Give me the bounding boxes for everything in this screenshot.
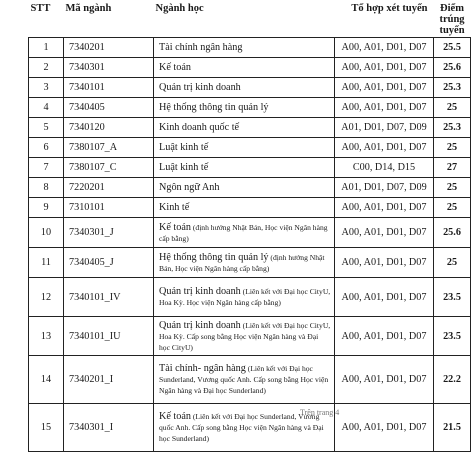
cell-to-hop: C00, D14, D15 <box>335 158 434 178</box>
cell-nganh-hoc <box>154 118 335 138</box>
nganh-name: Ngôn ngữ Anh <box>159 182 220 193</box>
cell-stt: 1 <box>29 38 64 58</box>
cell-to-hop: A00, A01, D01, D07 <box>335 138 434 158</box>
table-row <box>29 158 471 178</box>
cell-nganh-hoc <box>154 198 335 218</box>
nganh-name: Hệ thống thông tin quản lý <box>159 102 269 113</box>
page-footer-text: Trên trang 4 <box>300 408 340 417</box>
table-row <box>29 317 471 356</box>
cell-diem: 21.5 <box>434 404 471 452</box>
cell-nganh-hoc <box>154 317 335 356</box>
nganh-name: Kế toán <box>159 411 191 422</box>
table-row <box>29 356 471 404</box>
cell-to-hop: A00, A01, D01, D07 <box>335 98 434 118</box>
cell-nganh-hoc <box>154 158 335 178</box>
nganh-note: (định hướng Nhật Bản, Học viện Ngân hàng cấp bằng) <box>159 222 328 243</box>
cell-to-hop: A00, A01, D01, D07 <box>335 58 434 78</box>
cell-ma-nganh: 7340405 <box>64 98 154 118</box>
table-row <box>29 38 471 58</box>
cell-ma-nganh: 7310101 <box>64 198 154 218</box>
nganh-name: Quản trị kinh doanh <box>159 82 241 93</box>
cell-stt: 3 <box>29 78 64 98</box>
cell-stt: 12 <box>29 278 64 317</box>
cell-stt: 7 <box>29 158 64 178</box>
cell-nganh-hoc <box>154 248 335 278</box>
cell-nganh-hoc <box>154 98 335 118</box>
header-nganh-hoc: Ngành học <box>154 2 335 38</box>
nganh-name: Luật kinh tế <box>159 162 209 173</box>
cell-to-hop: A00, A01, D01, D07 <box>335 356 434 404</box>
cell-ma-nganh: 7340405_J <box>64 248 154 278</box>
table-row <box>29 138 471 158</box>
table-row <box>29 98 471 118</box>
nganh-note: (Liên kết với Đại học CityU, Hoa Kỳ. Cấp song bằng Học viện Ngân hàng và Đại học CityU) <box>159 320 331 352</box>
cell-ma-nganh: 7340301_I <box>64 404 154 452</box>
admission-scores-table <box>28 2 471 452</box>
nganh-name: Luật kinh tế <box>159 142 209 153</box>
header-to-hop: Tổ hợp xét tuyển <box>335 2 434 38</box>
cell-to-hop: A01, D01, D07, D09 <box>335 178 434 198</box>
table-row <box>29 404 471 452</box>
nganh-name: Hệ thống thông tin quản lý <box>159 251 269 263</box>
cell-stt: 10 <box>29 218 64 248</box>
table-row <box>29 278 471 317</box>
cell-ma-nganh: 7340101_IU <box>64 317 154 356</box>
nganh-name: Kinh tế <box>159 202 190 213</box>
cell-diem: 25 <box>434 198 471 218</box>
cell-to-hop: A01, D01, D07, D09 <box>335 118 434 138</box>
cell-nganh-hoc <box>154 278 335 317</box>
cell-diem: 25 <box>434 98 471 118</box>
cell-ma-nganh: 7340201 <box>64 38 154 58</box>
cell-ma-nganh: 7340120 <box>64 118 154 138</box>
nganh-name: Kế toán <box>159 62 191 73</box>
cell-diem: 22.2 <box>434 356 471 404</box>
nganh-note: (Liên kết với Đại học Sunderland, Vương quốc Anh. Cấp song bằng Học viện Ngân hàng và Đại học Sunderland) <box>159 364 329 395</box>
nganh-name: Tài chính ngân hàng <box>159 42 243 53</box>
cell-diem: 25.6 <box>434 218 471 248</box>
cell-stt: 15 <box>29 404 64 452</box>
nganh-name: Quản trị kinh doanh <box>159 286 241 297</box>
cell-to-hop: A00, A01, D01, D07 <box>335 317 434 356</box>
cell-to-hop: A00, A01, D01, D07 <box>335 404 434 452</box>
cell-diem: 25.3 <box>434 118 471 138</box>
cell-diem: 25 <box>434 248 471 278</box>
cell-stt: 6 <box>29 138 64 158</box>
cell-ma-nganh: 7340301 <box>64 58 154 78</box>
table-row <box>29 218 471 248</box>
nganh-name: Kế toán <box>159 221 191 233</box>
nganh-name: Tài chính- ngân hàng <box>159 363 246 374</box>
cell-to-hop: A00, A01, D01, D07 <box>335 278 434 317</box>
table-row <box>29 248 471 278</box>
table-row <box>29 178 471 198</box>
header-stt: STT <box>29 2 64 38</box>
cell-stt: 2 <box>29 58 64 78</box>
cell-diem: 25 <box>434 138 471 158</box>
cell-diem: 25.3 <box>434 78 471 98</box>
cell-diem: 25.6 <box>434 58 471 78</box>
cell-diem: 25 <box>434 178 471 198</box>
cell-stt: 9 <box>29 198 64 218</box>
header-ma-nganh: Mã ngành <box>64 2 154 38</box>
cell-nganh-hoc <box>154 138 335 158</box>
cell-nganh-hoc <box>154 356 335 404</box>
nganh-note: (Liên kết với Đại học CityU, Hoa Kỳ. Học viện Ngân hàng cấp bằng) <box>159 287 331 307</box>
cell-stt: 4 <box>29 98 64 118</box>
table-row <box>29 58 471 78</box>
cell-diem: 23.5 <box>434 278 471 317</box>
cell-to-hop: A00, A01, D01, D07 <box>335 248 434 278</box>
cell-ma-nganh: 7340101 <box>64 78 154 98</box>
nganh-name: Kinh doanh quốc tế <box>159 122 240 133</box>
table-row <box>29 198 471 218</box>
cell-nganh-hoc <box>154 78 335 98</box>
table-row <box>29 78 471 98</box>
cell-stt: 13 <box>29 317 64 356</box>
cell-stt: 8 <box>29 178 64 198</box>
cell-to-hop: A00, A01, D01, D07 <box>335 78 434 98</box>
table-row <box>29 118 471 138</box>
cell-ma-nganh: 7340301_J <box>64 218 154 248</box>
cell-to-hop: A00, A01, D01, D07 <box>335 38 434 58</box>
cell-diem: 23.5 <box>434 317 471 356</box>
cell-ma-nganh: 7220201 <box>64 178 154 198</box>
nganh-name: Quản trị kinh doanh <box>159 319 241 331</box>
cell-stt: 11 <box>29 248 64 278</box>
cell-ma-nganh: 7380107_C <box>64 158 154 178</box>
cell-nganh-hoc <box>154 178 335 198</box>
cell-nganh-hoc <box>154 58 335 78</box>
cell-stt: 5 <box>29 118 64 138</box>
cell-nganh-hoc <box>154 218 335 248</box>
cell-to-hop: A00, A01, D01, D07 <box>335 218 434 248</box>
cell-to-hop: A00, A01, D01, D07 <box>335 198 434 218</box>
nganh-note: (Liên kết với Đại học Sunderland, Vương quốc Anh. Cấp song bằng Học viện Ngân hàng và Đại học Sunderland) <box>159 412 324 443</box>
cell-nganh-hoc <box>154 38 335 58</box>
cell-ma-nganh: 7340201_I <box>64 356 154 404</box>
cell-ma-nganh: 7380107_A <box>64 138 154 158</box>
cell-diem: 25.5 <box>434 38 471 58</box>
nganh-note: (định hướng Nhật Bản, Học viện Ngân hàng cấp bằng) <box>159 252 325 273</box>
header-diem: Điểm trúng tuyển <box>434 2 471 38</box>
cell-stt: 14 <box>29 356 64 404</box>
cell-diem: 27 <box>434 158 471 178</box>
cell-ma-nganh: 7340101_IV <box>64 278 154 317</box>
table-header-row <box>29 2 471 38</box>
